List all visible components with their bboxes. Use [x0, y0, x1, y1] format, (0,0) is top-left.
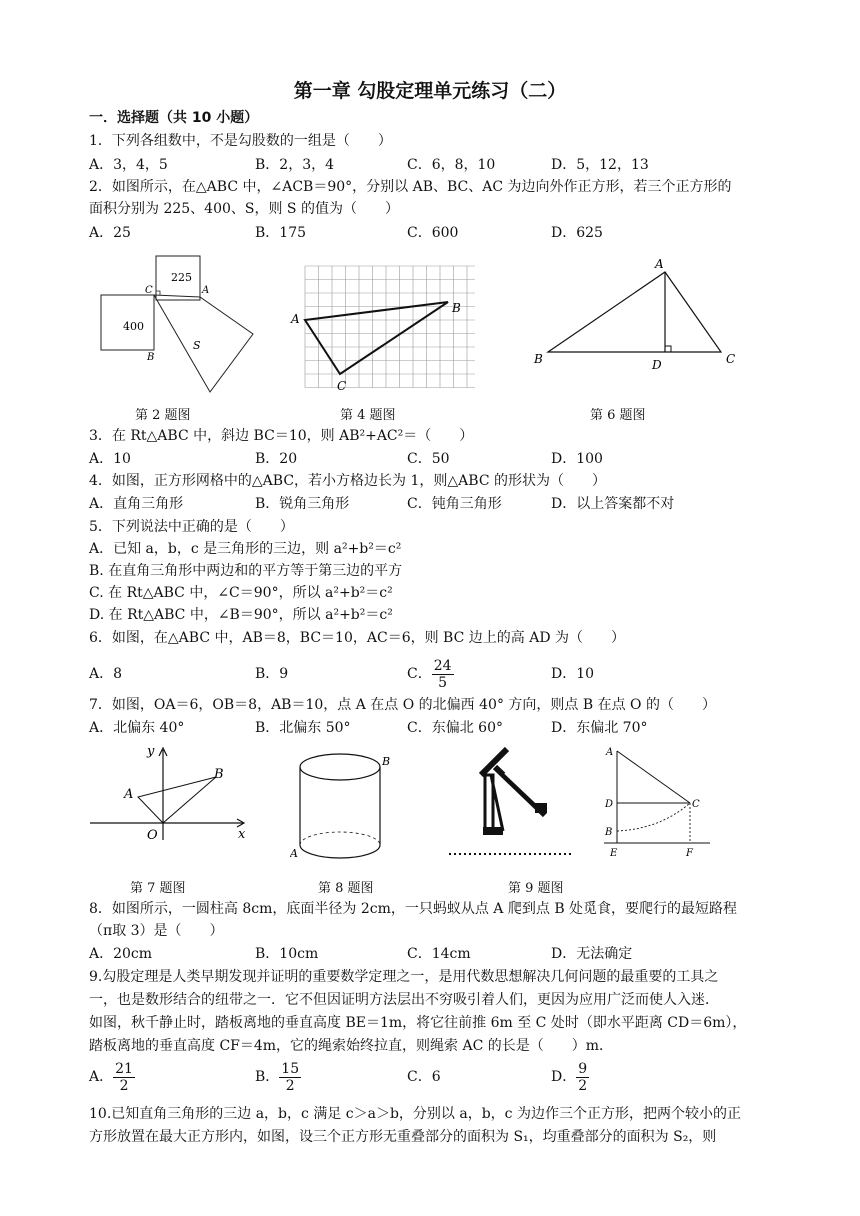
figure-8-cylinder: [290, 745, 400, 865]
fraction-numerator: 9: [578, 1060, 588, 1077]
figure-7-coordinates: [88, 742, 253, 842]
q7-option-c[interactable]: C．东偏北 60°: [407, 720, 503, 736]
q2-stem-line1: 2．如图所示，在△ABC 中，∠ACB＝90°，分别以 AB、BC、AC 为边向外作正方形，若三个正方形的: [89, 179, 732, 195]
caption-figure-9: 第 9 题图: [508, 881, 564, 896]
q6-option-d[interactable]: D．10: [551, 666, 595, 682]
q2-option-d[interactable]: D．625: [551, 225, 603, 241]
fig7-label-a: A: [124, 787, 134, 802]
q1-option-c[interactable]: C．6，8，10: [407, 157, 496, 173]
q2-option-b[interactable]: B．175: [255, 225, 307, 241]
fraction-denominator: 5: [438, 674, 448, 691]
fig2-label-s: S: [193, 339, 201, 352]
q7-option-a[interactable]: A．北偏东 40°: [89, 720, 185, 736]
q6-stem: 6．如图，在△ABC 中，AB＝8，BC＝10，AC＝6，则 BC 边上的高 AD 为（ ）: [89, 630, 625, 646]
q9-option-b[interactable]: [255, 1057, 301, 1097]
q2-stem-line2: 面积分别为 225、400、S，则 S 的值为（ ）: [89, 201, 399, 217]
q9-option-a-fraction: [113, 1061, 135, 1094]
fig2-label-225: 225: [171, 271, 192, 284]
fig6-label-a: A: [655, 257, 664, 271]
q9-stem-line4: 踏板离地的垂直高度 CF＝4m，它的绳索始终拉直，则绳索 AC 的长是（ ）m．: [89, 1038, 614, 1054]
figure-4-grid: [285, 262, 475, 394]
fig4-label-b: B: [452, 301, 461, 315]
q9-option-c[interactable]: C．6: [407, 1069, 441, 1085]
fraction-denominator: 2: [119, 1077, 129, 1094]
q1-option-a[interactable]: A．3，4，5: [89, 157, 168, 173]
q6-option-c[interactable]: [407, 654, 454, 694]
page-title: 第一章 勾股定理单元练习（二）: [293, 80, 567, 102]
fig2-label-c: C: [145, 285, 153, 296]
q9-stem-line1: 9.勾股定理是人类早期发现并证明的重要数学定理之一，是用代数思想解决几何问题的最重要的工具之: [89, 969, 719, 985]
fig10-label-b: B: [605, 827, 613, 838]
fig8-label-a: A: [290, 847, 298, 860]
q7-option-b[interactable]: B．北偏东 50°: [255, 720, 351, 736]
q6-option-b[interactable]: B．9: [255, 666, 289, 682]
fig10-label-c: C: [692, 799, 700, 810]
caption-figure-8: 第 8 题图: [318, 881, 374, 896]
q2-option-a[interactable]: A．25: [89, 225, 131, 241]
q9-option-b-prefix: B．: [255, 1069, 280, 1085]
q9-option-a-prefix: A．: [89, 1069, 114, 1085]
q1-option-d[interactable]: D．5，12，13: [551, 157, 649, 173]
q8-stem-line2: （π取 3）是（ ）: [89, 923, 224, 939]
q4-option-a[interactable]: A．直角三角形: [89, 496, 184, 512]
section-heading: 一．选择题（共 10 小题）: [89, 110, 259, 126]
q5-option-a[interactable]: A．已知 a，b，c 是三角形的三边，则 a²+b²＝c²: [89, 541, 402, 557]
grid-lines: [305, 266, 475, 388]
q2-option-c[interactable]: C．600: [407, 225, 459, 241]
fig7-label-y: y: [147, 744, 155, 759]
q4-option-b[interactable]: B．锐角三角形: [255, 496, 350, 512]
caption-figure-4: 第 4 题图: [340, 408, 396, 423]
q8-option-a[interactable]: A．20cm: [89, 946, 153, 962]
fraction-denominator: 2: [285, 1077, 295, 1094]
fig8-label-b: B: [382, 755, 391, 768]
q9-option-d-fraction: [576, 1061, 589, 1094]
fig10-label-f: F: [686, 848, 693, 859]
q4-option-c[interactable]: C．钝角三角形: [407, 496, 502, 512]
fig6-label-c: C: [726, 352, 736, 366]
q1-option-b[interactable]: B．2，3，4: [255, 157, 335, 173]
q6-option-c-prefix: C．: [407, 666, 432, 682]
fig7-label-o: O: [147, 828, 158, 842]
q9-option-d-prefix: D．: [551, 1069, 577, 1085]
fig10-label-a: A: [606, 747, 614, 758]
q3-option-d[interactable]: D．100: [551, 451, 603, 467]
q10-stem-line2: 方形放置在最大正方形内，如图，设三个正方形无重叠部分的面积为 S₁，均重叠部分的面积为 S₂，则: [89, 1129, 717, 1145]
caption-figure-7: 第 7 题图: [130, 881, 186, 896]
q8-option-b[interactable]: B．10cm: [255, 946, 319, 962]
q9-stem-line2: 一，也是数形结合的纽带之一．它不但因证明方法层出不穷吸引着人们，更因为应用广泛而使人入迷．: [89, 992, 719, 1008]
q3-option-c[interactable]: C．50: [407, 451, 450, 467]
q9-option-d[interactable]: [551, 1057, 589, 1097]
fig4-label-a: A: [291, 312, 300, 326]
q3-option-b[interactable]: B．20: [255, 451, 298, 467]
figure-9-swing-photo: [445, 745, 575, 860]
fig7-label-x: x: [238, 827, 246, 842]
figure-10-swing-diagram: [600, 745, 715, 860]
q7-option-d[interactable]: D．东偏北 70°: [551, 720, 648, 736]
q1-stem: 1．下列各组数中，不是勾股数的一组是（ ）: [89, 133, 392, 149]
fraction-numerator: 21: [115, 1060, 133, 1077]
fig7-label-b: B: [214, 767, 224, 782]
q7-stem: 7．如图，OA＝6，OB＝8，AB＝10，点 A 在点 O 的北偏西 40° 方向，则点 B 在点 O 的（ ）: [89, 697, 716, 713]
q5-option-d[interactable]: D. 在 Rt△ABC 中，∠B＝90°，所以 a²+b²＝c²: [89, 607, 393, 623]
q3-stem: 3．在 Rt△ABC 中，斜边 BC＝10，则 AB²+AC²＝（ ）: [89, 428, 474, 444]
fraction-numerator: 15: [281, 1060, 300, 1077]
fraction-numerator: 24: [433, 657, 452, 674]
q9-option-a[interactable]: [89, 1057, 135, 1097]
q6-option-c-fraction: [432, 658, 454, 691]
fig2-label-a: A: [202, 285, 210, 296]
q3-option-a[interactable]: A．10: [89, 451, 131, 467]
q5-option-b[interactable]: B. 在直角三角形中两边和的平方等于第三边的平方: [89, 563, 403, 579]
q9-stem-line3: 如图，秋千静止时，踏板离地的垂直高度 BE＝1m，将它往前推 6m 至 C 处时（即水平距离 CD＝6m），: [89, 1015, 747, 1031]
q6-option-a[interactable]: A．8: [89, 666, 123, 682]
fig6-label-b: B: [534, 352, 543, 366]
caption-figure-6: 第 6 题图: [590, 408, 646, 423]
q10-stem-line1: 10.已知直角三角形的三边 a，b，c 满足 c＞a＞b，分别以 a，b，c 为边作三个正方形，把两个较小的正: [89, 1106, 741, 1122]
q8-option-c[interactable]: C．14cm: [407, 946, 471, 962]
fig4-label-c: C: [337, 379, 347, 393]
fig6-label-d: D: [652, 358, 662, 372]
fraction-denominator: 2: [578, 1077, 588, 1094]
fig2-label-400: 400: [123, 320, 144, 333]
q4-option-d[interactable]: D．以上答案都不对: [551, 496, 675, 512]
fig10-label-d: D: [605, 799, 614, 810]
q8-stem-line1: 8．如图所示，一圆柱高 8cm，底面半径为 2cm，一只蚂蚁从点 A 爬到点 B 处觅食，要爬行的最短路程: [89, 901, 738, 917]
q4-stem: 4．如图，正方形网格中的△ABC，若小方格边长为 1，则△ABC 的形状为（ ）: [89, 473, 606, 489]
fig2-label-b: B: [147, 352, 155, 363]
q9-option-b-fraction: [279, 1061, 301, 1094]
q5-stem: 5．下列说法中正确的是（ ）: [89, 519, 294, 535]
caption-figure-2: 第 2 题图: [135, 408, 191, 423]
q5-option-c[interactable]: C. 在 Rt△ABC 中，∠C＝90°，所以 a²+b²＝c²: [89, 585, 393, 601]
fig10-label-e: E: [610, 848, 618, 859]
figure-6-triangle: [528, 255, 743, 375]
figure-2-squares: [95, 252, 265, 397]
q8-option-d[interactable]: D．无法确定: [551, 946, 633, 962]
